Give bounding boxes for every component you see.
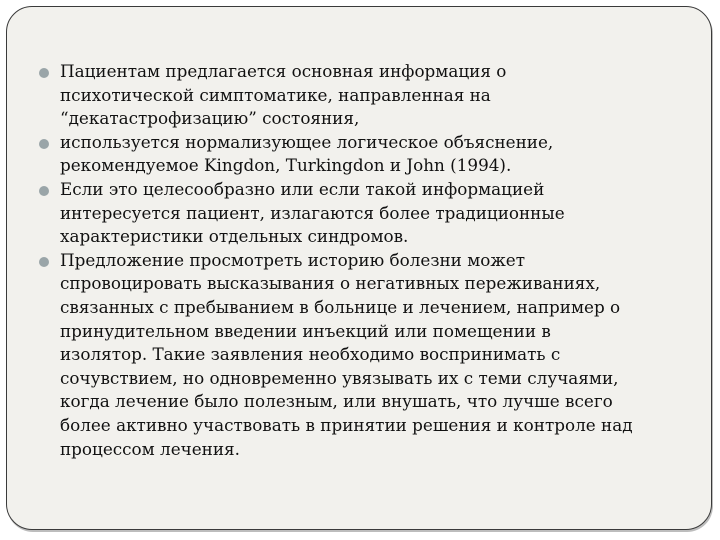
bullet-item-4	[39, 249, 699, 461]
bullet-item-3	[39, 178, 699, 249]
bullet-item-2	[39, 131, 699, 178]
bullet-text-line: сочувствием, но одновременно увязывать их с теми случаями,	[60, 367, 619, 388]
bullet-text-line: Предложение просмотреть историю болезни может	[60, 249, 526, 270]
bullet-text-line: когда лечение было полезным, или внушать, что лучше всего	[60, 391, 613, 412]
bullet-text-line: более активно участвовать в принятии решения и контроле над	[60, 414, 633, 435]
bullet-list	[39, 60, 699, 461]
bullet-text-line: изолятор. Такие заявления необходимо воспринимать с	[60, 344, 561, 365]
bullet-text-line: связанных с пребыванием в больнице и лечением, например о	[60, 296, 621, 317]
bullet-dot-icon	[39, 139, 49, 149]
bullet-dot-icon	[39, 257, 49, 267]
bullet-dot-icon	[39, 186, 49, 196]
bullet-text-line: процессом лечения.	[60, 438, 240, 459]
bullet-text-line: принудительном введении инъекций или помещении в	[60, 320, 551, 341]
bullet-text-line: “декатастрофизацию” состояния,	[60, 108, 360, 129]
bullet-text-line: психотической симптоматике, направленная на	[60, 84, 491, 105]
bullet-text-line: Если это целесообразно или если такой информацией	[60, 178, 545, 199]
bullet-text-line: рекомендуемое Kingdon, Turkingdon и John (1994).	[60, 155, 512, 176]
bullet-dot-icon	[39, 68, 49, 78]
bullet-text-line: интересуется пациент, излагаются более традиционные	[60, 202, 565, 223]
bullet-text-line: спровоцировать высказывания о негативных переживаниях,	[60, 273, 601, 294]
bullet-text-line: используется нормализующее логическое объяснение,	[60, 131, 554, 152]
slide-frame	[6, 6, 712, 530]
bullet-text-line: Пациентам предлагается основная информация о	[60, 61, 507, 81]
bullet-text-line: характеристики отдельных синдромов.	[60, 226, 409, 247]
bullet-item-1	[39, 60, 699, 131]
